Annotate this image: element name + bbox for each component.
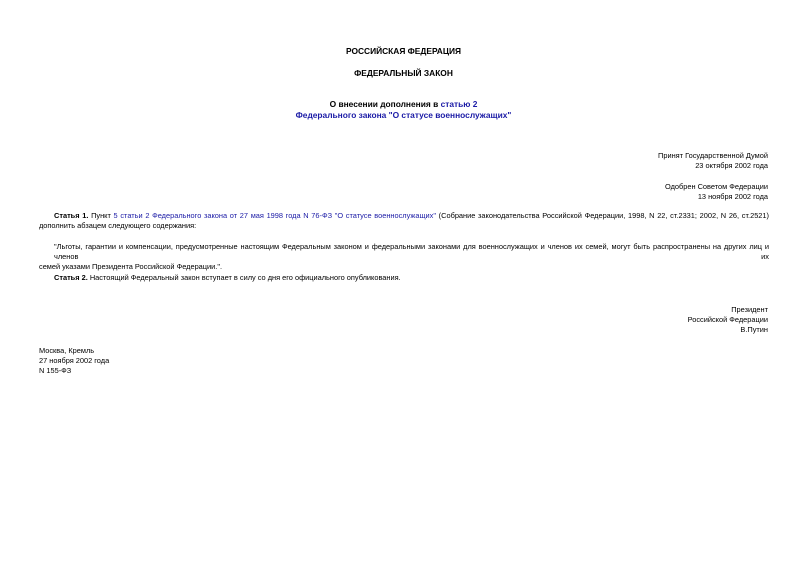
article-1-text-after: (Собрание законодательства Российской Федерации, 1998, N 22, ст.2331; 2002, N 26, ст.2521) bbox=[436, 211, 769, 220]
law-title-line2-link[interactable]: Федерального закона "О статусе военнослужащих" bbox=[295, 110, 512, 120]
article-2-label: Статья 2. bbox=[54, 273, 88, 282]
article-2-paragraph bbox=[39, 273, 769, 283]
council-approval-label: Одобрен Советом Федерации bbox=[665, 182, 768, 191]
article-1-paragraph bbox=[39, 211, 769, 231]
article-2-line bbox=[39, 273, 769, 283]
place-date-block bbox=[39, 346, 109, 376]
article-2-link[interactable]: статью 2 bbox=[440, 99, 478, 109]
article-1-law-link[interactable]: 5 статьи 2 Федерального закона от 27 мая 1998 года N 76-ФЗ "О статусе военнослужащих" bbox=[113, 211, 436, 220]
signature-block bbox=[688, 305, 768, 335]
country-heading: РОССИЙСКАЯ ФЕДЕРАЦИЯ bbox=[345, 46, 462, 56]
signature-country: Российской Федерации bbox=[687, 315, 768, 324]
article-1-text-before: Пункт bbox=[88, 211, 114, 220]
signing-date: 27 ноября 2002 года bbox=[39, 356, 110, 365]
article-1-quote-line1: "Льготы, гарантии и компенсации, предусмотренные настоящим Федеральным законом и федеральными законами для военнослужащих и членов их семей, могут быть распространены на других лиц и членов их bbox=[54, 242, 769, 261]
article-1-quote bbox=[39, 242, 769, 272]
article-2-text: Настоящий Федеральный закон вступает в силу со дня его официального опубликования. bbox=[87, 273, 401, 282]
article-1-line2: дополнить абзацем следующего содержания: bbox=[39, 221, 197, 230]
signature-title: Президент bbox=[731, 305, 768, 314]
article-1-quote-line2: семей указами Президента Российской Федерации.". bbox=[39, 262, 223, 271]
law-title-prefix: О внесении дополнения в bbox=[329, 99, 441, 109]
council-approval-block bbox=[665, 182, 768, 202]
duma-adoption-block bbox=[658, 151, 768, 171]
law-type-heading: ФЕДЕРАЛЬНЫЙ ЗАКОН bbox=[354, 68, 453, 78]
article-1-label: Статья 1. bbox=[54, 211, 89, 220]
signing-place: Москва, Кремль bbox=[39, 346, 95, 355]
law-title-line1 bbox=[0, 99, 807, 110]
duma-adoption-label: Принят Государственной Думой bbox=[658, 151, 768, 160]
signature-name: В.Путин bbox=[740, 325, 768, 334]
duma-adoption-date: 23 октября 2002 года bbox=[695, 161, 768, 170]
article-1-line1 bbox=[39, 211, 769, 221]
law-number: N 155-ФЗ bbox=[39, 366, 72, 375]
council-approval-date: 13 ноября 2002 года bbox=[697, 192, 768, 201]
